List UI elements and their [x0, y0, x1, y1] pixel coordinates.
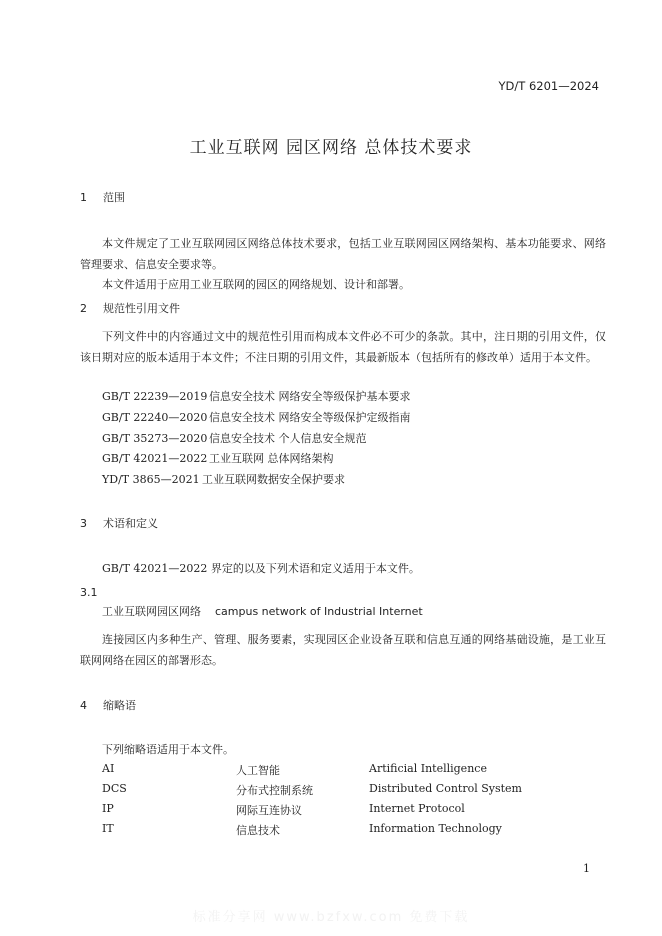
abbreviation-chinese: 人工智能 [236, 764, 280, 777]
abbreviation-english: Internet Protocol [369, 802, 465, 815]
reference-title: 信息安全技术 个人信息安全规范 [209, 432, 367, 445]
section-title: 缩略语 [103, 699, 136, 712]
scope-paragraph-2: 本文件适用于应用工业互联网的园区的网络规划、设计和部署。 [102, 278, 410, 291]
reference-item [102, 471, 345, 487]
reference-code: GB/T 42021—2022 [102, 452, 208, 465]
terms-intro: GB/T 42021—2022 界定的以及下列术语和定义适用于本文件。 [102, 562, 420, 575]
section-title: 范围 [103, 191, 125, 204]
abbreviation: IT [102, 822, 114, 835]
section-title: 术语和定义 [103, 517, 158, 530]
reference-code: GB/T 35273—2020 [102, 432, 208, 445]
reference-item [102, 388, 411, 404]
watermark: 标准分享网 www.bzfxw.com 免费下载 [192, 910, 470, 925]
section-number: 4 [80, 699, 87, 712]
section-number: 1 [80, 191, 87, 204]
reference-title: 信息安全技术 网络安全等级保护定级指南 [209, 411, 411, 424]
term-english: campus network of Industrial Internet [215, 605, 423, 618]
standard-code: YD/T 6201—2024 [498, 79, 599, 93]
normative-references-intro: 下列文件中的内容通过文中的规范性引用而构成本文件必不可少的条款。其中，注日期的引用文件，仅该日期对应的版本适用于本文件；不注日期的引用文件，其最新版本（包括所有的修改单）适用于本文件。 [80, 330, 606, 364]
abbreviation-english: Distributed Control System [369, 782, 522, 795]
term-definition: 连接园区内多种生产、管理、服务要素，实现园区企业设备互联和信息互通的网络基础设施，是工业互联网网络在园区的部署形态。 [80, 633, 606, 667]
reference-code: GB/T 22240—2020 [102, 411, 208, 424]
reference-title: 工业互联网 总体网络架构 [209, 452, 334, 465]
abbreviation-chinese: 分布式控制系统 [236, 784, 313, 797]
section-1-heading [80, 189, 125, 205]
term-chinese: 工业互联网园区网络 [102, 605, 201, 618]
term-entry [102, 603, 423, 619]
abbreviations-intro: 下列缩略语适用于本文件。 [102, 743, 234, 756]
abbreviation-english: Artificial Intelligence [369, 762, 487, 775]
section-3-heading [80, 515, 158, 531]
section-title: 规范性引用文件 [103, 302, 180, 315]
reference-item [102, 450, 334, 466]
section-2-heading [80, 300, 180, 316]
section-4-heading [80, 697, 136, 713]
abbreviation: AI [102, 762, 115, 775]
abbreviation: IP [102, 802, 114, 815]
reference-title: 信息安全技术 网络安全等级保护基本要求 [209, 390, 411, 403]
abbreviation: DCS [102, 782, 127, 795]
section-number: 3 [80, 517, 87, 530]
section-number: 2 [80, 302, 87, 315]
reference-item [102, 430, 367, 446]
abbreviation-chinese: 网际互连协议 [236, 804, 302, 817]
term-number: 3.1 [80, 586, 98, 599]
reference-code: GB/T 22239—2019 [102, 390, 208, 403]
abbreviation-english: Information Technology [369, 822, 502, 835]
reference-title: 工业互联网数据安全保护要求 [202, 473, 345, 486]
document-title: 工业互联网 园区网络 总体技术要求 [189, 138, 473, 158]
reference-code: YD/T 3865—2021 [102, 473, 200, 486]
abbreviation-chinese: 信息技术 [236, 824, 280, 837]
page-number: 1 [583, 862, 590, 875]
reference-item [102, 409, 411, 425]
scope-paragraph-1: 本文件规定了工业互联网园区网络总体技术要求，包括工业互联网园区网络架构、基本功能要求、网络管理要求、信息安全要求等。 [80, 237, 606, 271]
